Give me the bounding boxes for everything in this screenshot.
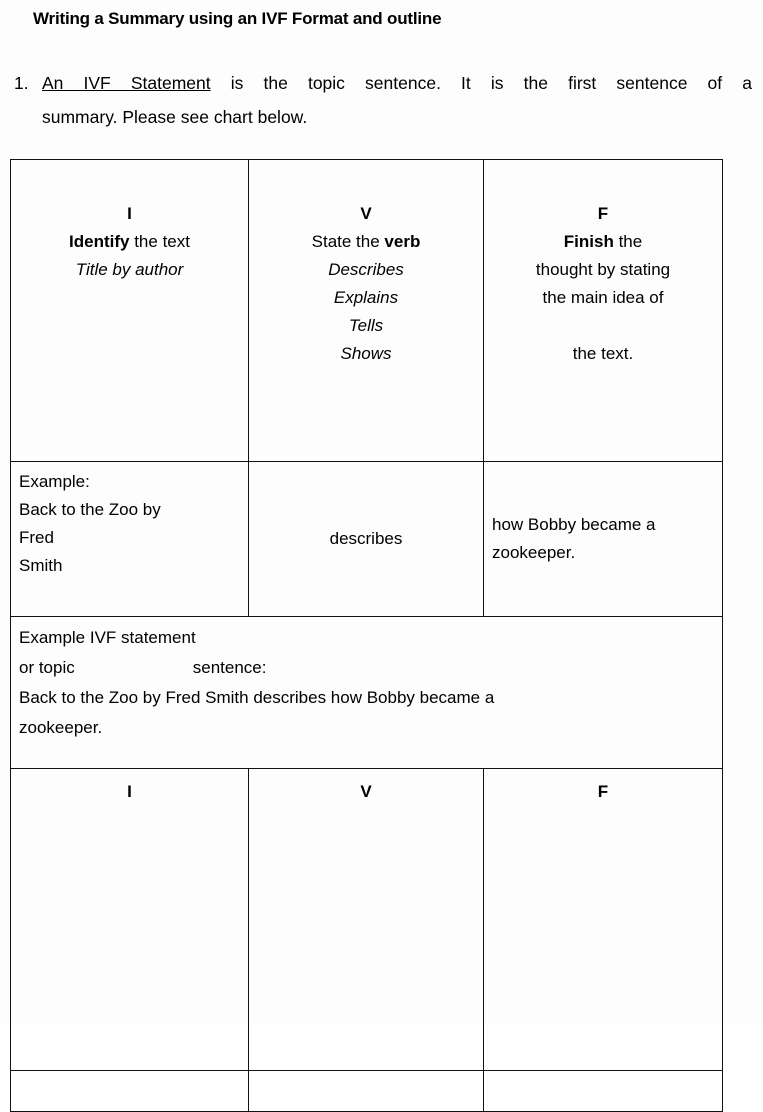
statement-line-2-a: or topic <box>19 658 75 677</box>
example-f-line-2: zookeeper. <box>492 543 576 562</box>
table-row-cutoff <box>11 1071 723 1112</box>
verb-option-tells: Tells <box>348 316 384 335</box>
cell-example-identify <box>11 462 249 617</box>
instruction-line-2: summary. Please see chart below. <box>42 107 308 127</box>
verb-option-explains: Explains <box>333 288 399 307</box>
example-i-line-2: Back to the Zoo by <box>19 500 161 519</box>
ivf-chart-table <box>10 159 723 1112</box>
table-row-statement <box>11 617 723 769</box>
statement-line-2-b: sentence: <box>192 658 267 677</box>
example-f-line-1: how Bobby became a <box>492 515 656 534</box>
title-by-author: Title by author <box>75 260 184 279</box>
letter-f: F <box>597 204 609 223</box>
cell-cutoff-finish[interactable] <box>484 1071 723 1112</box>
instruction-text <box>42 66 752 134</box>
blank-letter-v: V <box>360 782 372 801</box>
page-title: Writing a Summary using an IVF Format and outline <box>33 9 442 28</box>
finish-line-4: the text. <box>572 344 634 363</box>
identify-rest: the text <box>129 232 190 251</box>
statement-line-4: zookeeper. <box>19 718 103 737</box>
cell-cutoff-verb[interactable] <box>249 1071 484 1112</box>
cell-example-verb <box>249 462 484 617</box>
finish-line-3: the main idea of <box>542 288 664 307</box>
letter-i: I <box>127 204 132 223</box>
table-row-blank-practice <box>11 769 723 1071</box>
cell-blank-finish[interactable] <box>484 769 723 1071</box>
ivf-statement-underlined: An IVF Statement <box>42 73 211 93</box>
cell-example-finish <box>484 462 723 617</box>
identify-keyword: Identify <box>69 232 130 251</box>
cell-example-ivf-statement <box>11 617 723 769</box>
verb-option-describes: Describes <box>328 260 404 279</box>
finish-rest: the <box>613 232 643 251</box>
statement-line-1: Example IVF statement <box>19 628 196 647</box>
example-i-line-3: Fred <box>19 528 54 547</box>
example-i-line-1: Example: <box>19 472 90 491</box>
statement-line-2 <box>19 653 714 683</box>
finish-blank-line <box>484 312 722 340</box>
cell-cutoff-identify[interactable] <box>11 1071 249 1112</box>
verb-keyword: verb <box>384 232 421 251</box>
instruction-item <box>14 66 752 134</box>
verb-option-shows: Shows <box>340 344 392 363</box>
cell-verb-definition <box>249 160 484 462</box>
blank-letter-i: I <box>127 782 132 801</box>
cell-identify-definition <box>11 160 249 462</box>
verb-description <box>249 228 483 256</box>
finish-keyword: Finish <box>563 232 614 251</box>
list-number: 1. <box>14 73 29 93</box>
table-row-example <box>11 462 723 617</box>
blank-letter-f: F <box>597 782 609 801</box>
identify-description <box>11 228 248 256</box>
cell-blank-identify[interactable] <box>11 769 249 1071</box>
statement-line-3: Back to the Zoo by Fred Smith describes how Bobby became a <box>19 688 495 707</box>
finish-description <box>484 228 722 256</box>
instruction-line-1 <box>42 66 752 100</box>
example-verb-text: describes <box>329 529 403 548</box>
instruction-line-1-rest: is the topic sentence. It is the first sentence of a <box>210 73 752 93</box>
finish-line-2: thought by stating <box>535 260 671 279</box>
cell-finish-definition <box>484 160 723 462</box>
cell-blank-verb[interactable] <box>249 769 484 1071</box>
table-row-definitions <box>11 160 723 462</box>
example-i-line-4: Smith <box>19 556 63 575</box>
letter-v: V <box>360 204 372 223</box>
verb-pre: State the <box>311 232 385 251</box>
